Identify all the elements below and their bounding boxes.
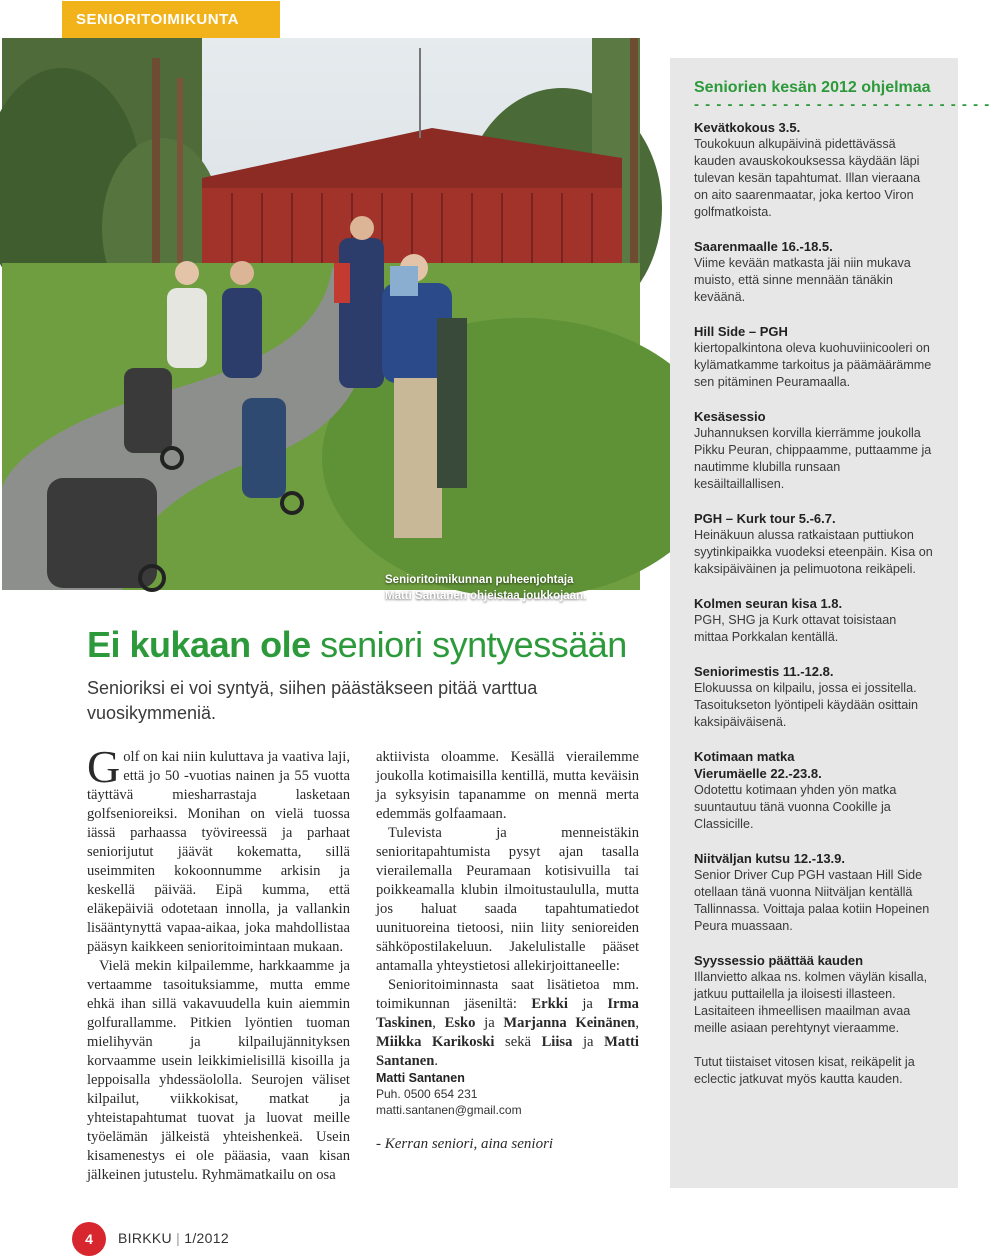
- sidebar-heading: Seniorien kesän 2012 ohjelmaa: [694, 79, 931, 96]
- magazine-name: BIRKKU: [118, 1230, 172, 1246]
- program-item-text: Elokuussa on kilpailu, jossa ei jossitella. Tasoitukseton lyöntipeli käydään osittain kaksipäiväisenä.: [694, 681, 919, 729]
- program-item-text: Odotettu kotimaan yhden yön matka suuntautuu tänä vuonna Cookille ja Classicille.: [694, 783, 897, 831]
- program-sidebar: [670, 58, 990, 1188]
- program-item-title: Kolmen seuran kisa 1.8.: [694, 596, 843, 611]
- photo-caption: [385, 572, 635, 604]
- program-item-title: Syyssessio päättää kauden: [694, 953, 864, 968]
- headline-rest: seniori syntyessään: [310, 624, 627, 665]
- program-item-text: Senior Driver Cup PGH vastaan Hill Side otellaan tänä vuonna Niitväljan kentällä Tallinnassa. Voittaja palaa kotiin Hopeinen Peura muassaan.: [694, 868, 930, 933]
- article-column-1: [87, 741, 350, 1185]
- signature-name: Matti Santanen: [376, 1071, 465, 1085]
- program-item: [694, 850, 934, 935]
- sidebar-items: [694, 119, 934, 1088]
- program-item: [694, 1054, 934, 1088]
- member-name: Erkki: [531, 996, 568, 1012]
- article-lead: Senioriksi ei voi syntyä, siihen päästäkseen pitää varttua vuosikymmeniä.: [87, 678, 538, 723]
- article-photo: [2, 38, 640, 602]
- program-item: [694, 952, 934, 1037]
- program-item: [694, 595, 934, 646]
- program-item-text: Viime kevään matkasta jäi niin mukava muisto, että sinne mennään tänäkin keväänä.: [694, 256, 911, 304]
- article-paragraph: [87, 741, 350, 957]
- headline-bold: Ei kukaan ole: [87, 624, 311, 665]
- section-tag: SENIORITOIMIKUNTA: [62, 1, 280, 38]
- program-item-title: PGH – Kurk tour 5.-6.7.: [694, 511, 836, 526]
- member-separator: ,: [432, 1015, 445, 1031]
- member-separator: ja: [475, 1015, 504, 1031]
- program-item: [694, 408, 934, 493]
- member-name: Matti Santanen: [376, 1034, 639, 1069]
- sidebar-dash-divider: - - - - - - - - - - - - - - - - - - - - - - - - - - -: [694, 96, 990, 113]
- program-item-title: Hill Side – PGH: [694, 324, 788, 339]
- magazine-issue: 1/2012: [184, 1230, 229, 1246]
- program-item-text: Illanvietto alkaa ns. kolmen väylän kisalla, jatkuu puttailella ja iloisesti illasteen. Lasitaiteen ihmeellisen maailman avaa meille asiaan perehtynyt vieraamme.: [694, 970, 928, 1035]
- program-item-text: Toukokuun alkupäivinä pidettävässä kauden avauskokouksessa käydään läpi tulevan kesän tapahtumat. Illan vieraana on aito saarenmaatar, joka kertoo Viron golfmatkoista.: [694, 137, 921, 219]
- photo-caption-line2: Matti Santanen ohjeistaa joukkojaan.: [385, 590, 587, 602]
- signature: [376, 1070, 639, 1118]
- program-item-title: Saarenmaalle 16.-18.5.: [694, 239, 833, 254]
- program-item-title: Kesäsessio: [694, 409, 766, 424]
- program-item: [694, 510, 934, 578]
- program-item: [694, 238, 934, 306]
- program-item-text: Heinäkuun alussa ratkaistaan puttiukon syytinkipaikka vuodeksi eteenpäin. Kisa on kaksipäiväinen ja pelimuotona reikäpeli.: [694, 528, 933, 576]
- program-item: [694, 748, 934, 833]
- member-name: Marjanna Keinänen: [503, 1015, 636, 1031]
- golfers-photo-illustration: [2, 38, 640, 590]
- paragraph-text: olf on kai niin kuluttava ja vaativa laji, että jo 50 -vuotias nainen ja 55 vuotta täyttävä miesharrastaja lasketaan golfsenioreiksi. Monihan on vielä tuossa iässä parhaassa työvireessä ja parhaat seniorijutut jäävät kokematta, sillä useimmiten kokoonnumme arkisin ja keskellä päivää. Eipä kumma, että eläkepäiviä odotetaan innolla, ja vallankin lisääntynyttä vapaa-aikaa, joka mahdollistaa pääsyn kaikkeen senioritoimintaan mukaan.: [87, 749, 350, 955]
- program-item-title: Kevätkokous 3.5.: [694, 120, 801, 135]
- article-paragraph: Vielä mekin kilpailemme, harkkaamme ja vertaamme tasoituksiamme, mutta emme ehkä ihan sillä vakavuudella kuin aiemmin golfurallamme. Pitkien lyöntien tuoman mielihyvän ja kilpailujännityksen korvaamme usein leikkimielisillä kisoilla ja leppoisalla yhdessäololla. Seurojen väliset kilpailut, viikkokisat, matkat ja yhteistapahtumat tuovat ja luovat meille työelämän jälkeistä yhteishenkeä. Usein kisamenestys ei ole pääasia, vaan kisan jälkeinen jutustelu. Ryhmämatkailu on osa: [87, 958, 350, 1183]
- program-item-title: Seniorimestis 11.-12.8.: [694, 664, 834, 679]
- members-intro: Senioritoiminnasta saat lisätietoa mm. toimikunnan jäseniltä:: [376, 977, 639, 1012]
- program-item-text: PGH, SHG ja Kurk ottavat toisistaan mittaa Porkkalan kentällä.: [694, 613, 897, 644]
- photo-caption-line1: Senioritoimikunnan puheenjohtaja: [385, 574, 574, 586]
- member-name: Esko: [444, 1015, 476, 1031]
- program-item-title: Niitväljan kutsu 12.-13.9.: [694, 851, 846, 866]
- member-separator: sekä: [494, 1034, 542, 1050]
- member-separator: ja: [572, 1034, 605, 1050]
- program-item: [694, 663, 934, 731]
- member-separator: ja: [567, 996, 608, 1012]
- program-item-title: Kotimaan matka Vierumäelle 22.-23.8.: [694, 749, 822, 781]
- program-item-text: kiertopalkintona oleva kuohuviinicooleri on kylämatkamme tarkoitus ja päämäärämme sen pitäminen Peuramaalla.: [694, 341, 932, 389]
- program-item-text: Juhannuksen korvilla kierrämme joukolla Pikku Peuran, chippaamme, puttaamme ja nautimme klubilla runsaan kesäiltaillallisen.: [694, 426, 932, 491]
- program-item: [694, 119, 934, 221]
- article-paragraph: [376, 976, 639, 1071]
- program-item-text: Tutut tiistaiset vitosen kisat, reikäpelit ja eclectic jatkuvat myös kautta kauden.: [694, 1055, 915, 1086]
- article-paragraph: aktiivista oloamme. Kesällä vierailemme joukolla kotimaisilla kentillä, mutta keväisin ja syksyisin tapanamme on mennä merta edemmäs golfaamaan.: [376, 749, 639, 822]
- dropcap: G: [87, 741, 121, 792]
- motto: - Kerran seniori, aina seniori: [376, 1136, 554, 1152]
- member-separator: ,: [635, 1015, 640, 1031]
- page-number-badge: 4: [72, 1222, 106, 1256]
- program-item: [694, 323, 934, 391]
- article-paragraph: Tulevista ja menneistäkin senioritapahtumista pysyt ajan tasalla vierailemalla Peuramaan kotisivuilla tai poikkeamalla klubin ilmoitustaululla, mutta jos haluat saada tapahtumatiedot uunituoreina tietoosi, niin liity senioreiden sähköpostilakeluun. Jakelulistalle pääset antamalla yhteystietosi allekirjoittaneelle:: [376, 825, 639, 974]
- footer-magazine: BIRKKU | 1/2012: [118, 1230, 229, 1246]
- member-name: Liisa: [541, 1034, 573, 1050]
- member-separator: .: [434, 1053, 439, 1069]
- article-column-2: [376, 748, 639, 1071]
- signature-email[interactable]: matti.santanen@gmail.com: [376, 1103, 522, 1117]
- member-name: Irma Taskinen: [376, 996, 639, 1031]
- article-headline: [87, 624, 627, 666]
- signature-phone: Puh. 0500 654 231: [376, 1087, 478, 1101]
- member-name: Miikka Karikoski: [376, 1034, 495, 1050]
